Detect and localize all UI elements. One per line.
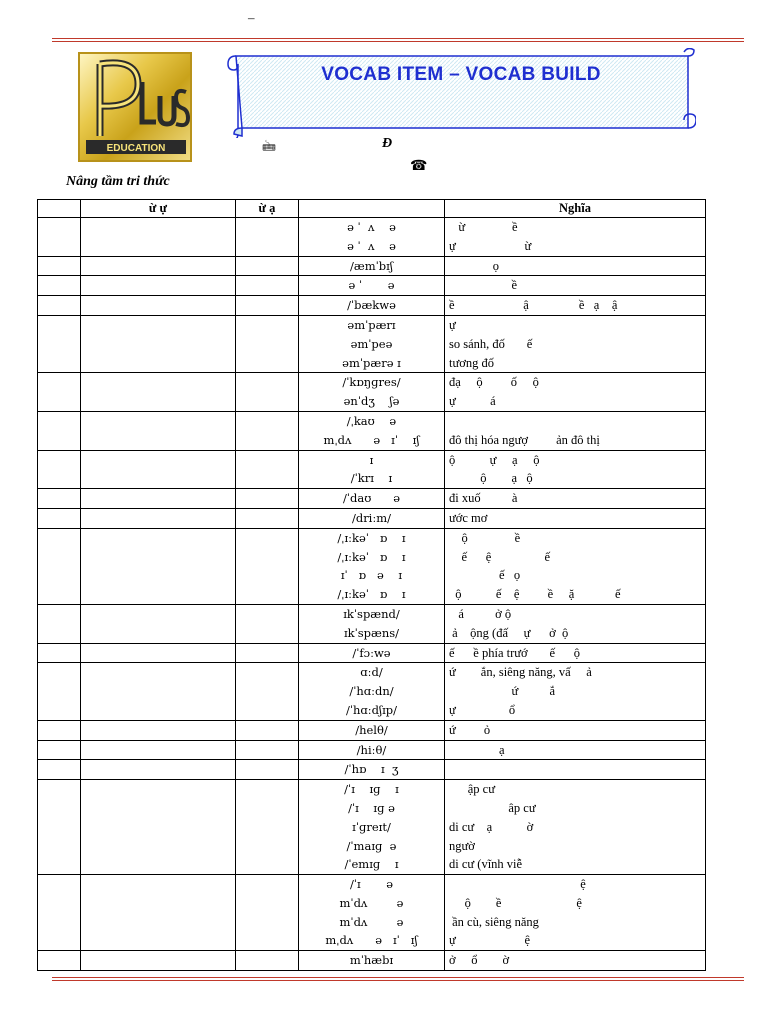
table-row: [38, 740, 706, 760]
table-row: [38, 508, 706, 528]
row-number-cell: [38, 528, 81, 604]
word-cell: [81, 508, 236, 528]
word-type-cell: [236, 740, 299, 760]
meaning-line: ngườ: [449, 838, 475, 853]
ipa-line: /ˌɪːkəˈ ɒ ɪ: [337, 549, 406, 564]
table-row: [38, 296, 706, 316]
ipa-line: ə ˈ ʌ ə: [347, 220, 396, 234]
meaning-cell: [445, 663, 706, 720]
word-type-cell: [236, 780, 299, 875]
meaning-cell: [445, 875, 706, 951]
meaning-cell: [445, 643, 706, 663]
meaning-line: ước mơ: [449, 510, 488, 525]
meaning-line: ần cù, siêng năng: [449, 914, 539, 929]
meaning-line: ự ừ: [449, 238, 532, 253]
header-cell-ipa: [299, 200, 445, 218]
logo-mark-icon: [78, 52, 192, 162]
ipa-cell: [299, 411, 445, 450]
ipa-line: mˈhæbɪ: [349, 953, 394, 968]
plus-education-logo: [78, 52, 192, 162]
ipa-cell: [299, 373, 445, 412]
meaning-line: ộ ề ệ: [449, 895, 582, 910]
word-cell: [81, 760, 236, 780]
row-number-cell: [38, 489, 81, 509]
meaning-cell: [445, 315, 706, 372]
table-row: [38, 373, 706, 412]
ipa-line: /ˈhɑːdn/: [349, 684, 394, 699]
word-type-cell: [236, 411, 299, 450]
meaning-cell: [445, 411, 706, 450]
meaning-line: ệ: [449, 877, 586, 892]
word-cell: [81, 450, 236, 489]
row-number-cell: [38, 643, 81, 663]
ipa-line: /hiːθ/: [356, 742, 387, 757]
word-cell: [81, 780, 236, 875]
svg-text:EDUCATION: EDUCATION: [106, 143, 166, 154]
meaning-line: âp cư: [449, 800, 536, 815]
ipa-line: ənˈdʒ ʃə: [343, 394, 400, 409]
ipa-line: /ˈfɔːwə: [352, 645, 391, 660]
table-row: [38, 315, 706, 372]
ipa-line: ɪˈ ɒ ə ɪ: [340, 568, 403, 583]
meaning-cell: [445, 256, 706, 276]
header-cell-meaning: Nghĩa: [445, 200, 706, 218]
word-cell: [81, 643, 236, 663]
meaning-line: ạ: [449, 742, 505, 757]
meaning-cell: [445, 373, 706, 412]
ipa-line: ə ˈ ə: [348, 278, 395, 293]
ipa-line: /æmˈbɪʃ: [350, 258, 393, 273]
word-cell: [81, 315, 236, 372]
meaning-line: ự á: [449, 394, 496, 409]
ipa-line: /ˈmaɪɡ ə: [346, 838, 397, 853]
row-number-cell: [38, 604, 81, 643]
meaning-line: [449, 412, 701, 431]
ipa-cell: [299, 315, 445, 372]
row-number-cell: [38, 951, 81, 971]
ipa-line: əmˈpærə ɪ: [342, 355, 401, 370]
row-number-cell: [38, 760, 81, 780]
meaning-cell: [445, 276, 706, 296]
table-row: [38, 411, 706, 450]
ipa-cell: [299, 643, 445, 663]
table-row: [38, 276, 706, 296]
ipa-line: /ˌɪːkəˈ ɒ ɪ: [337, 587, 406, 602]
ipa-line: /ˈkrɪ ɪ: [350, 471, 393, 486]
meaning-line: ứ ắn, siêng năng, vấ ả: [449, 665, 592, 680]
title-scroll-banner: [226, 48, 696, 138]
row-number-cell: [38, 450, 81, 489]
meaning-cell: [445, 528, 706, 604]
word-cell: [81, 489, 236, 509]
word-type-cell: [236, 296, 299, 316]
meaning-line: ừ ề: [449, 220, 518, 234]
meaning-line: ế ọ: [449, 568, 521, 583]
table-row: [38, 951, 706, 971]
table-row: [38, 218, 706, 257]
meaning-line: [449, 760, 701, 779]
header-cell-no: [38, 200, 81, 218]
meaning-cell: [445, 780, 706, 875]
word-type-cell: [236, 604, 299, 643]
word-type-cell: [236, 256, 299, 276]
ipa-line: /helθ/: [355, 722, 388, 737]
vocabulary-table: [37, 199, 706, 971]
ipa-line: /ˈɪ ə: [349, 877, 394, 892]
meaning-line: ự ệ: [449, 933, 531, 948]
meaning-cell: [445, 218, 706, 257]
meaning-line: ộ ạ ộ: [449, 471, 533, 486]
meaning-line: ở ổ ờ: [449, 953, 510, 968]
row-number-cell: [38, 875, 81, 951]
row-number-cell: [38, 373, 81, 412]
ipa-line: ɪkˈspænd/: [343, 606, 400, 621]
row-number-cell: [38, 663, 81, 720]
table-body: [38, 218, 706, 971]
ipa-line: /ˈemɪɡ ɪ: [344, 857, 399, 872]
table-row: [38, 489, 706, 509]
meaning-line: ộ ế ệ ề ặ ế: [449, 587, 621, 602]
ipa-line: ə ˈ ʌ ə: [347, 238, 396, 253]
word-cell: [81, 875, 236, 951]
meaning-cell: [445, 450, 706, 489]
ipa-line: /ˈbækwə: [347, 298, 396, 313]
table-row: [38, 528, 706, 604]
computer-icon: 🖮: [262, 140, 276, 155]
meaning-line: đạ ộ ố ộ: [449, 375, 539, 390]
ipa-line: /ˈkɒŋɡres/: [342, 375, 401, 390]
ipa-line: ɪkˈspæns/: [343, 625, 400, 640]
row-number-cell: [38, 508, 81, 528]
table-row: [38, 256, 706, 276]
word-cell: [81, 373, 236, 412]
header-cell-type: ừ ạ: [236, 200, 299, 218]
word-cell: [81, 256, 236, 276]
word-type-cell: [236, 643, 299, 663]
row-number-cell: [38, 315, 81, 372]
meaning-line: á ở ộ: [449, 606, 512, 621]
word-type-cell: [236, 875, 299, 951]
row-number-cell: [38, 276, 81, 296]
word-type-cell: [236, 760, 299, 780]
row-number-cell: [38, 411, 81, 450]
ipa-line: mˈdʌ ə: [339, 914, 404, 929]
meaning-line: ộ ề: [449, 530, 521, 545]
ipa-cell: [299, 780, 445, 875]
row-number-cell: [38, 780, 81, 875]
ipa-cell: [299, 740, 445, 760]
ipa-line: /ˌɪːkəˈ ɒ ɪ: [337, 530, 406, 545]
word-cell: [81, 604, 236, 643]
meaning-cell: [445, 489, 706, 509]
ipa-cell: [299, 663, 445, 720]
slogan: Nâng tầm tri thức: [66, 174, 170, 189]
telephone-icon: ☎: [410, 159, 428, 174]
ipa-line: /ˈhɑːdʃɪp/: [345, 702, 398, 717]
header-dash: –: [248, 10, 255, 25]
ipa-line: əmˈpeə: [350, 336, 393, 351]
ipa-cell: [299, 489, 445, 509]
table-row: [38, 604, 706, 643]
ipa-line: /ˈɪ ɪɡ ə: [348, 800, 395, 815]
banner-title: VOCAB ITEM – VOCAB BUILD: [321, 64, 601, 85]
ipa-line: mˈdʌ ə: [339, 895, 404, 910]
word-type-cell: [236, 315, 299, 372]
meaning-line: đi xuố à: [449, 491, 518, 506]
word-cell: [81, 528, 236, 604]
word-type-cell: [236, 663, 299, 720]
table-header-row: [38, 200, 706, 218]
word-cell: [81, 411, 236, 450]
word-type-cell: [236, 951, 299, 971]
ipa-cell: [299, 760, 445, 780]
meaning-line: ế ệ ế: [449, 549, 551, 564]
ipa-cell: [299, 218, 445, 257]
word-type-cell: [236, 373, 299, 412]
word-type-cell: [236, 720, 299, 740]
ipa-cell: [299, 276, 445, 296]
ipa-cell: [299, 720, 445, 740]
scroll-banner-icon: [226, 48, 696, 138]
ipa-line: /driːm/: [351, 510, 392, 525]
ipa-cell: [299, 450, 445, 489]
top-divider: [52, 38, 744, 42]
meaning-line: so sánh, đố ế: [449, 336, 533, 351]
meaning-line: ề ậ ề ạ ậ: [449, 298, 618, 313]
contact-letter: Đ: [382, 136, 393, 151]
word-type-cell: [236, 508, 299, 528]
meaning-line: ả ộng (đấ ự ở ộ: [449, 625, 569, 640]
word-type-cell: [236, 489, 299, 509]
meaning-line: ập cư: [449, 782, 495, 797]
row-number-cell: [38, 720, 81, 740]
meaning-line: ứ ắ: [449, 684, 556, 699]
ipa-cell: [299, 951, 445, 971]
header-cell-word: ừ ự: [81, 200, 236, 218]
ipa-line: ɑːd/: [360, 665, 383, 680]
meaning-line: ế ề phía trướ ế ộ: [449, 645, 581, 660]
ipa-cell: [299, 528, 445, 604]
row-number-cell: [38, 218, 81, 257]
ipa-line: /ˈdaʊ ə: [342, 491, 401, 506]
table-row: [38, 663, 706, 720]
meaning-line: ự: [449, 317, 456, 332]
word-cell: [81, 740, 236, 760]
meaning-line: ọ: [449, 258, 499, 273]
ipa-cell: [299, 604, 445, 643]
word-type-cell: [236, 276, 299, 296]
ipa-line: /ˈhɒ ɪ ʒ: [344, 762, 399, 777]
meaning-line: đô thị hóa ngượ ản đô thị: [449, 432, 600, 447]
table-row: [38, 875, 706, 951]
ipa-line: mˌdʌ ə ɪˈ ɪʃ: [325, 933, 418, 948]
word-cell: [81, 296, 236, 316]
ipa-cell: [299, 296, 445, 316]
word-type-cell: [236, 450, 299, 489]
row-number-cell: [38, 256, 81, 276]
ipa-line: /ˌkaʊ ə: [346, 413, 397, 428]
table-row: [38, 760, 706, 780]
meaning-cell: [445, 720, 706, 740]
table-row: [38, 720, 706, 740]
word-cell: [81, 720, 236, 740]
meaning-line: ộ ự ạ ộ: [449, 452, 540, 467]
table-row: [38, 450, 706, 489]
word-cell: [81, 276, 236, 296]
row-number-cell: [38, 740, 81, 760]
word-type-cell: [236, 218, 299, 257]
meaning-cell: [445, 508, 706, 528]
table-row: [38, 780, 706, 875]
ipa-cell: [299, 875, 445, 951]
word-cell: [81, 951, 236, 971]
meaning-cell: [445, 760, 706, 780]
ipa-line: əmˈpærɪ: [347, 317, 396, 332]
meaning-line: ứ ỏ: [449, 722, 491, 737]
ipa-cell: [299, 508, 445, 528]
word-cell: [81, 218, 236, 257]
meaning-line: ề: [449, 278, 518, 293]
meaning-cell: [445, 951, 706, 971]
ipa-line: ɪ: [369, 452, 374, 467]
meaning-line: di cư (vĩnh viễ: [449, 857, 523, 872]
ipa-line: mˌdʌ ə ɪˈ ɪʃ: [323, 432, 420, 447]
meaning-cell: [445, 604, 706, 643]
meaning-line: ự ổ: [449, 702, 516, 717]
meaning-line: di cư ạ ờ: [449, 819, 534, 834]
meaning-cell: [445, 740, 706, 760]
ipa-cell: [299, 256, 445, 276]
row-number-cell: [38, 296, 81, 316]
meaning-line: tương đố: [449, 355, 494, 370]
word-cell: [81, 663, 236, 720]
table-row: [38, 643, 706, 663]
ipa-line: /ˈɪ ɪɡ ɪ: [344, 782, 399, 797]
bottom-divider: [52, 977, 744, 981]
meaning-cell: [445, 296, 706, 316]
word-type-cell: [236, 528, 299, 604]
ipa-line: ɪˈɡreɪt/: [352, 819, 391, 834]
contact-line: [262, 136, 393, 160]
